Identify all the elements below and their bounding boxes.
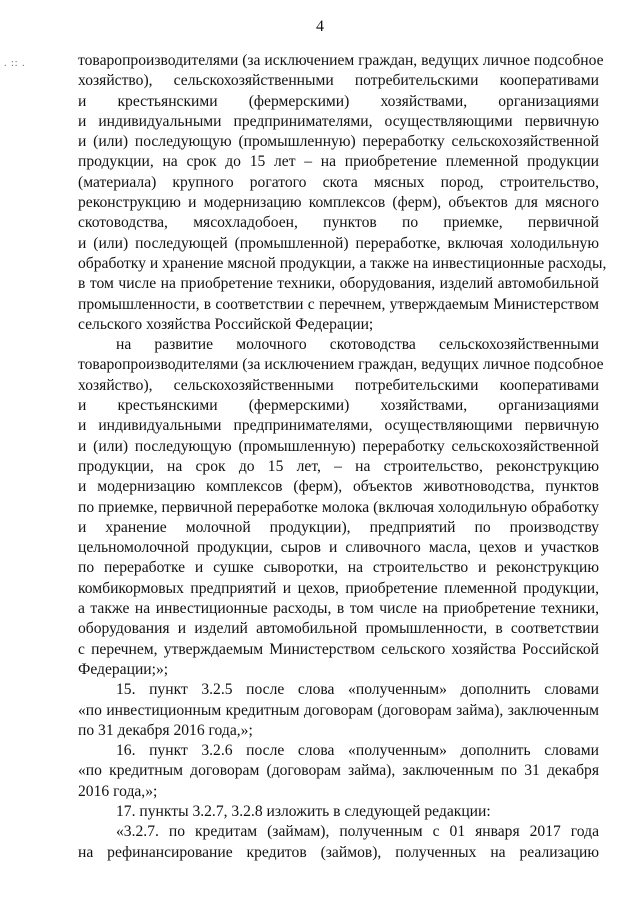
text-line: Федерации;»; [78,660,169,678]
text-line: «по кредитным договорам (договорам займа), заключенным по 31 декабря [78,762,599,780]
text-line: 16. пункт 3.2.6 после слова «полученным» дополнить словами [116,742,599,760]
text-line: 15. пункт 3.2.5 после слова «полученным» дополнить словами [116,681,599,699]
text-line: реконструкцию и модернизацию комплексов (ферм), объектов для мясного [78,194,599,212]
text-line: и (или) последующую (промышленную) переработку сельскохозяйственной [78,437,599,455]
margin-marks: . :: . [4,58,26,69]
text-line: «по инвестиционным кредитным договорам (договорам займа), заключенным [78,701,599,719]
text-line: и (или) последующую (промышленную) переработку сельскохозяйственной [78,133,599,151]
text-line: по приемке, первичной переработке молока (включая холодильную обработку [78,498,599,516]
text-line: и (или) последующей (промышленной) переработке, включая холодильную [78,234,599,252]
text-line: товаропроизводителями (за исключением граждан, ведущих личное подсобное [78,356,604,374]
text-line: промышленности, в соответствии с перечнем, утверждаемым Министерством [78,295,599,313]
text-line: скотоводства, мясохладобоен, пунктов по приемке, первичной [78,214,599,232]
page-number: 4 [316,18,324,35]
paragraph [78,335,604,680]
text-line: хозяйство), сельскохозяйственными потребительскими кооперативами [78,376,599,394]
text-line: по переработке и сушке сыворотки, на строительство и реконструкцию [78,559,599,577]
text-line: цельномолочной продукции, сыров и сливочного масла, цехов и участков [78,539,599,557]
text-line: а также на инвестиционные расходы, в том числе на приобретение техники, [78,600,599,618]
text-line: на развитие молочного скотоводства сельскохозяйственными [116,336,599,354]
paragraph [78,802,599,822]
text-line: по 31 декабря 2016 года,»; [78,721,253,739]
paragraph [78,680,599,741]
document-body [78,51,607,863]
text-line: комбикормовых предприятий и цехов, приобретение племенной продукции, [78,579,599,597]
text-line: товаропроизводителями (за исключением граждан, ведущих личное подсобное [78,52,604,69]
paragraph [78,51,607,335]
text-line: и хранение молочной продукции), предприятий по производству [78,518,599,536]
text-line: обработку и хранение мясной продукции, а также на инвестиционные расходы, [78,254,607,272]
text-line: хозяйство), сельскохозяйственными потребительскими кооперативами [78,72,599,90]
text-line: на рефинансирование кредитов (займов), полученных на реализацию [78,843,599,861]
text-line: «3.2.7. по кредитам (займам), полученным с 01 января 2017 года [116,823,599,841]
text-line: с перечнем, утверждаемым Министерством сельского хозяйства Российской [78,640,599,658]
text-line: 17. пункты 3.2.7, 3.2.8 изложить в следующей редакции: [116,802,491,820]
paragraph [78,741,599,802]
text-line: и индивидуальными предпринимателями, осуществляющими первичную [78,417,599,435]
text-line: и модернизацию комплексов (ферм), объектов животноводства, пунктов [78,478,599,496]
text-line: продукции, на срок до 15 лет, – на строительство, реконструкцию [78,457,599,475]
text-line: (материала) крупного рогатого скота мясных пород, строительство, [78,173,599,191]
text-line: сельского хозяйства Российской Федерации; [78,315,374,333]
paragraph [78,822,599,863]
text-line: продукции, на срок до 15 лет – на приобретение племенной продукции [78,153,599,171]
text-line: и крестьянскими (фермерскими) хозяйствами, организациями [78,397,599,415]
text-line: оборудования и изделий автомобильной промышленности, в соответствии [78,620,599,638]
text-line: и крестьянскими (фермерскими) хозяйствами, организациями [78,92,599,110]
text-line: в том числе на приобретение техники, оборудования, изделий автомобильной [78,275,599,293]
text-line: и индивидуальными предпринимателями, осуществляющими первичную [78,112,599,130]
text-line: 2016 года,»; [78,782,158,800]
